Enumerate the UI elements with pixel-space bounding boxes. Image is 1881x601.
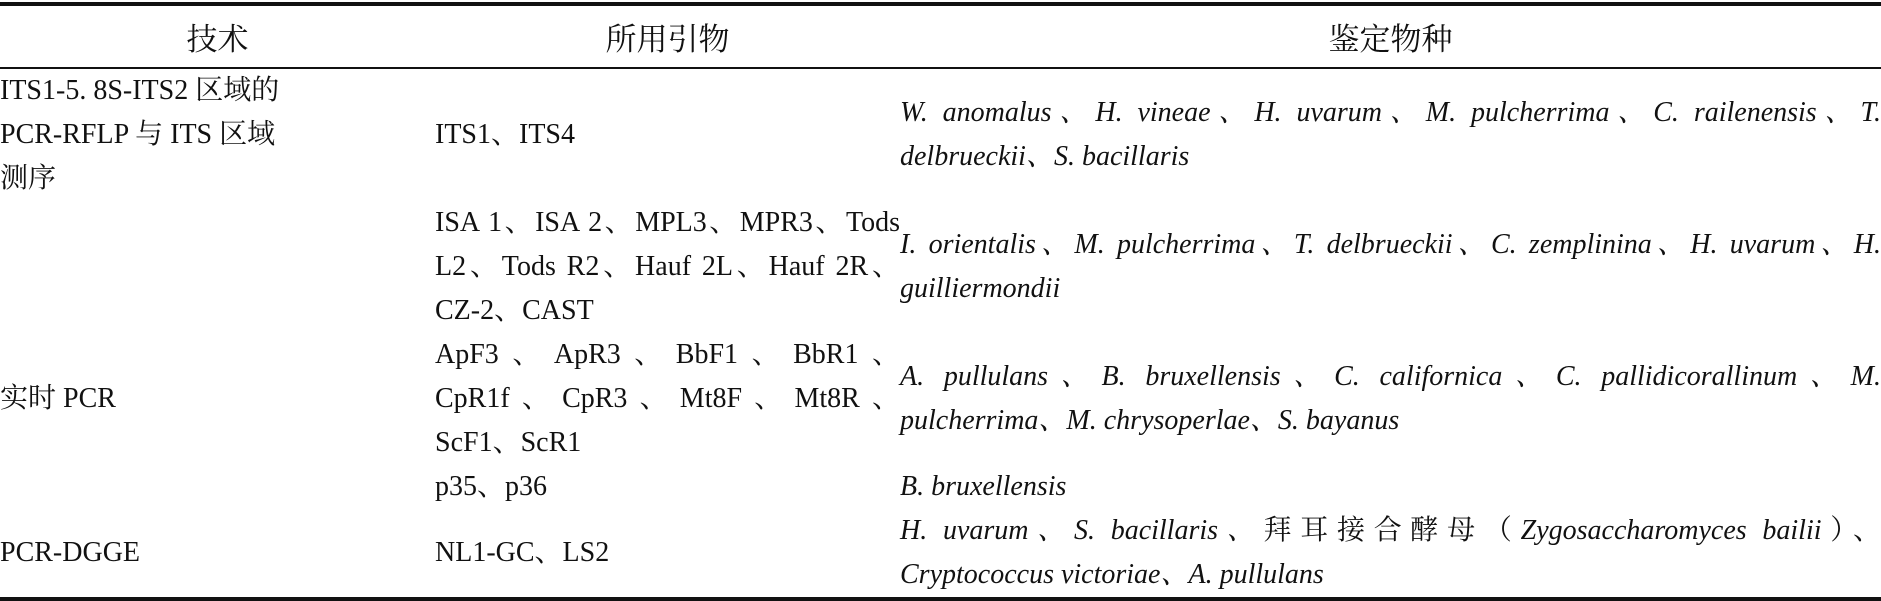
header-primers: 所用引物 <box>605 22 730 57</box>
table-row <box>0 465 1881 509</box>
header-technique: 技术 <box>186 22 249 57</box>
data-table <box>0 2 1881 601</box>
species-cell: B. bruxellensis <box>900 471 1067 502</box>
species-part-punct: ）、 <box>1821 515 1881 546</box>
species-part-chinese: 拜耳接合酵母（ <box>1263 515 1521 546</box>
species-cell: W. anomalus、H. vineae、H. uvarum、M. pulcherrima、C. railenensis、T. delbrueckii、S. bacillaris <box>900 97 1881 172</box>
species-cell: A. pullulans、B. bruxellensis、C. californica、C. pallidicorallinum、M. pulcherrima、M. chrysoperlae、S. bayanus <box>900 361 1881 436</box>
technique-cell <box>0 201 435 333</box>
technique-cell: ITS1-5. 8S-ITS2 区域的 PCR-RFLP 与 ITS 区域测序 <box>0 75 280 194</box>
table-row <box>0 509 1881 599</box>
primers-cell: ISA 1、ISA 2、MPL3、MPR3、Tods L2、Tods R2、Hauf 2L、Hauf 2R、CZ-2、CAST <box>435 207 900 326</box>
table-row <box>0 68 1881 201</box>
species-cell: I. orientalis、M. pulcherrima、T. delbrueckii、C. zemplinina、H. uvarum、H. guilliermondii <box>900 229 1881 304</box>
species-part: Zygosaccharomyces bailii <box>1520 515 1822 546</box>
technique-cell: PCR-DGGE <box>0 537 141 568</box>
primers-cell: NL1-GC、LS2 <box>435 537 610 568</box>
table-row <box>0 333 1881 465</box>
header-row <box>0 4 1881 68</box>
table-row <box>0 201 1881 333</box>
primers-cell: ITS1、ITS4 <box>435 119 576 150</box>
species-cell <box>900 509 1881 599</box>
technique-cell: 实时 PCR <box>0 383 116 414</box>
species-part: H. uvarum、S. bacillaris、 <box>900 515 1264 546</box>
technique-cell <box>0 465 435 509</box>
header-species: 鉴定物种 <box>1328 22 1453 57</box>
primers-cell: ApF3、ApR3、BbF1、BbR1、CpR1f、CpR3、Mt8F、Mt8R、ScF1、ScR1 <box>435 339 900 458</box>
primers-cell: p35、p36 <box>435 471 548 502</box>
species-part: Cryptococcus victoriae、A. pullulans <box>900 559 1324 590</box>
